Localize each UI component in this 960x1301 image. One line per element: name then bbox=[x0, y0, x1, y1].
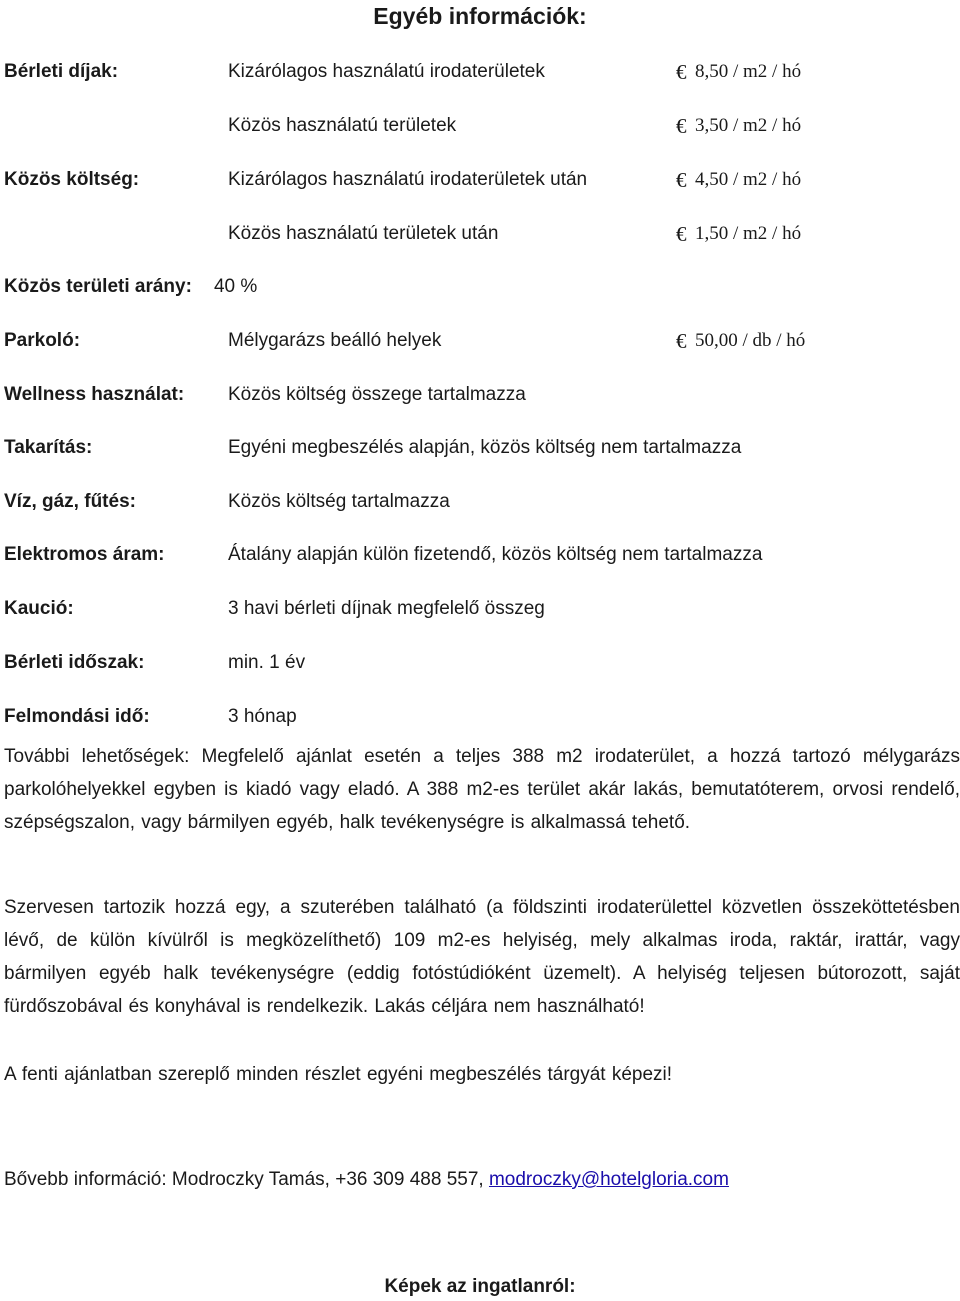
row-label: Bérleti díjak: bbox=[4, 61, 119, 82]
row-label: Wellness használat: bbox=[4, 384, 185, 405]
info-row-wellness bbox=[0, 381, 960, 409]
info-row-cost-exclusive bbox=[0, 166, 960, 194]
info-row-deposit bbox=[0, 595, 960, 623]
row-value: 3 hónap bbox=[228, 706, 297, 727]
row-value: Kizárólagos használatú irodaterületek után bbox=[228, 169, 588, 190]
row-label-text: Közös területi arány: bbox=[4, 276, 192, 297]
row-label: Kaució: bbox=[4, 598, 74, 619]
row-value: 40 % bbox=[213, 276, 258, 297]
row-value: Közös használatú területek után bbox=[228, 223, 499, 244]
row-price: 8,50 / m2 / hó bbox=[695, 61, 802, 82]
info-row-notice-period bbox=[0, 703, 960, 731]
images-heading: Képek az ingatlanról: bbox=[384, 1276, 576, 1297]
info-row-electricity bbox=[0, 541, 960, 569]
contact-line bbox=[4, 1166, 960, 1194]
info-row-rent-common bbox=[0, 112, 960, 140]
info-row-rent-exclusive bbox=[0, 58, 960, 86]
contact-text: Bővebb információ: Modroczky Tamás, +36 309 488 557, bbox=[4, 1169, 489, 1190]
row-label: Közös költség: bbox=[4, 169, 140, 190]
info-row-lease-period bbox=[0, 649, 960, 677]
row-value: Közös használatú területek bbox=[228, 115, 457, 136]
euro-icon: € bbox=[676, 329, 687, 353]
row-label: Bérleti időszak: bbox=[4, 652, 145, 673]
info-row-cost-common bbox=[0, 220, 960, 248]
info-row-common-ratio bbox=[0, 273, 960, 301]
row-label: Parkoló: bbox=[4, 330, 81, 351]
row-value: Egyéni megbeszélés alapján, közös költség nem tartalmazza bbox=[228, 437, 742, 458]
info-row-utilities bbox=[0, 488, 960, 516]
paragraph-negotiation-note: A fenti ajánlatban szereplő minden részlet egyéni megbeszélés tárgyát képezi! bbox=[4, 1064, 673, 1085]
row-label: Víz, gáz, fűtés: bbox=[4, 491, 136, 512]
row-label bbox=[4, 273, 257, 301]
row-value: Mélygarázs beálló helyek bbox=[228, 330, 442, 351]
euro-icon: € bbox=[676, 114, 687, 138]
info-row-parking bbox=[0, 327, 960, 355]
row-value: Kizárólagos használatú irodaterületek bbox=[228, 61, 545, 82]
euro-icon: € bbox=[676, 60, 687, 84]
row-price: 4,50 / m2 / hó bbox=[695, 169, 802, 190]
contact-email-link[interactable]: modroczky@hotelgloria.com bbox=[488, 1169, 729, 1190]
row-value: Közös költség tartalmazza bbox=[228, 491, 450, 512]
row-price: 50,00 / db / hó bbox=[695, 330, 806, 351]
row-price: 3,50 / m2 / hó bbox=[695, 115, 802, 136]
paragraph-further-options: További lehetőségek: Megfelelő ajánlat esetén a teljes 388 m2 irodaterület, a hozzá tartozó mélygarázs parkolóhelyekkel egyben is kiadó vagy eladó. A 388 m2-es terület akár lakás, bemutatóterem, orvosi rendelő, szépségszalon, vagy bármilyen egyéb, halk tevékenységre is alkalmassá tehető. bbox=[4, 746, 960, 833]
euro-icon: € bbox=[676, 168, 687, 192]
row-value: 3 havi bérleti díjnak megfelelő összeg bbox=[228, 598, 545, 619]
row-value: Átalány alapján külön fizetendő, közös költség nem tartalmazza bbox=[228, 544, 763, 565]
row-value: Közös költség összege tartalmazza bbox=[228, 384, 526, 405]
page-title: Egyéb információk: bbox=[373, 3, 587, 29]
euro-icon: € bbox=[676, 222, 687, 246]
info-row-cleaning bbox=[0, 434, 960, 462]
row-value: min. 1 év bbox=[228, 652, 306, 673]
row-label: Elektromos áram: bbox=[4, 544, 165, 565]
row-label: Takarítás: bbox=[4, 437, 93, 458]
row-label: Felmondási idő: bbox=[4, 706, 150, 727]
paragraph-basement-room: Szervesen tartozik hozzá egy, a szuterében található (a földszinti irodaterülettel közvetlen összeköttetésben lévő, de külön kívülről is megközelíthető) 109 m2-es helyiség, mely alkalmas iroda, raktár, irattár, vagy bármilyen egyéb halk tevékenységre (eddig fotóstúdióként üzemelt). A helyiség teljesen bútorozott, saját fürdőszobával és konyhával is rendelkezik. Lakás céljára nem használható! bbox=[4, 897, 960, 1017]
row-price: 1,50 / m2 / hó bbox=[695, 223, 802, 244]
